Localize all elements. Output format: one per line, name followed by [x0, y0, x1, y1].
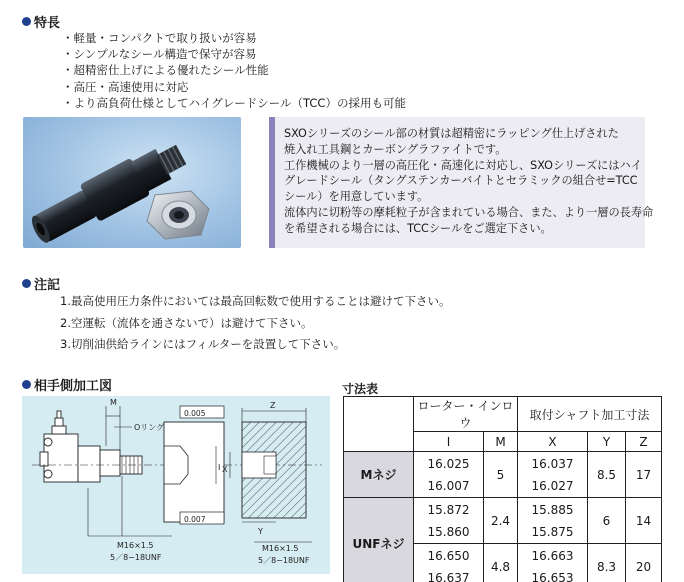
bullet-icon	[22, 380, 31, 389]
cell-x: 16.663 16.653	[518, 544, 588, 582]
feature-item: ・より高負荷仕様としてハイグレードシール（TCC）の採用も可能	[62, 95, 406, 110]
col-m-header: M	[484, 432, 518, 452]
thread1-a: M16×1.5	[117, 541, 154, 550]
cell-z: 17	[626, 452, 662, 498]
notes-heading	[22, 274, 60, 293]
group-rotor-header: ローター・インロウ	[414, 397, 518, 432]
col-z-header: Z	[626, 432, 662, 452]
notes-title: 注記	[34, 278, 61, 293]
thread2-a: M16×1.5	[262, 544, 299, 553]
bullet-icon	[22, 17, 31, 26]
description-line: 工作機械のより一層の高圧化・高速化に対応し、SXOシリーズにはハイ	[284, 158, 642, 172]
dimension-table	[343, 396, 662, 582]
cell-m: 5	[484, 452, 518, 498]
corner-cell	[344, 397, 414, 452]
table-title: 寸法表	[342, 382, 379, 396]
cell-y: 8.3	[588, 544, 626, 582]
label-z: Z	[270, 401, 276, 410]
note-item: 2.空運転（流体を通さないで）は避けて下さい。	[60, 316, 313, 330]
features-heading	[22, 12, 60, 31]
col-x-header: X	[518, 432, 588, 452]
label-m: M	[110, 398, 117, 407]
tolerance-1: 0.005	[184, 409, 206, 418]
technical-drawing	[22, 396, 330, 574]
description-line: グレードシール（タングステンカーバイトとセラミックの組合せ=TCC	[284, 174, 638, 188]
table-row	[344, 498, 662, 544]
col-i-header: I	[414, 432, 484, 452]
feature-item: ・軽量・コンパクトで取り扱いが容易	[62, 31, 257, 45]
drawing-heading	[22, 375, 112, 394]
tolerance-2: 0.007	[184, 515, 206, 524]
description-line: SXOシリーズのシール部の材質は超精密にラッピング仕上げされた	[284, 127, 619, 140]
cell-z: 20	[626, 544, 662, 582]
cell-m: 4.8	[484, 544, 518, 582]
cell-x: 15.885 15.875	[518, 498, 588, 544]
drawing-title: 相手側加工図	[34, 379, 113, 394]
features-list	[62, 30, 406, 111]
cell-m: 2.4	[484, 498, 518, 544]
cell-i: 15.872 15.860	[414, 498, 484, 544]
label-x: X	[222, 465, 228, 474]
cell-x: 16.037 16.027	[518, 452, 588, 498]
table-row	[344, 452, 662, 498]
cell-i: 16.650 16.637	[414, 544, 484, 582]
feature-item: ・超精密仕上げによる優れたシール性能	[62, 63, 269, 78]
col-y-header: Y	[588, 432, 626, 452]
description-box	[269, 117, 654, 248]
feature-item: ・高圧・高速使用に対応	[62, 79, 189, 94]
thread2-b: 5／8−18UNF	[258, 556, 310, 565]
cell-y: 8.5	[588, 452, 626, 498]
row-label: Mネジ	[344, 452, 414, 498]
row-label: UNFネジ	[344, 498, 414, 582]
cell-y: 6	[588, 498, 626, 544]
thread1-b: 5／8−18UNF	[110, 553, 162, 562]
group-shaft-header: 取付シャフト加工寸法	[518, 397, 662, 432]
description-line: シール）を用意しています。	[284, 190, 429, 204]
features-title: 特長	[34, 16, 61, 31]
cell-z: 14	[626, 498, 662, 544]
feature-item: ・シンプルなシール構造で保守が容易	[62, 47, 257, 62]
mating-part-drawing	[22, 396, 330, 574]
rotary-joint-illustration	[23, 117, 241, 248]
cell-i: 16.025 16.007	[414, 452, 484, 498]
description-line: を希望される場合には、TCCシールをご選定下さい。	[284, 221, 552, 235]
description-line: 流体内に切粉等の摩耗粒子が含まれている場合、また、より一層の長寿命	[284, 205, 654, 219]
label-oring: Oリング	[134, 423, 165, 432]
description-line: 焼入れ工具鋼とカーボングラファイトです。	[284, 142, 507, 156]
label-y: Y	[258, 527, 263, 536]
note-item: 3.切削油供給ラインにはフィルターを設置して下さい。	[60, 337, 346, 351]
bullet-icon	[22, 279, 31, 288]
label-i: I	[218, 463, 221, 472]
note-item: 1.最高使用圧力条件においては最高回転数で使用することは避けて下さい。	[60, 294, 451, 308]
product-photo	[23, 117, 241, 248]
